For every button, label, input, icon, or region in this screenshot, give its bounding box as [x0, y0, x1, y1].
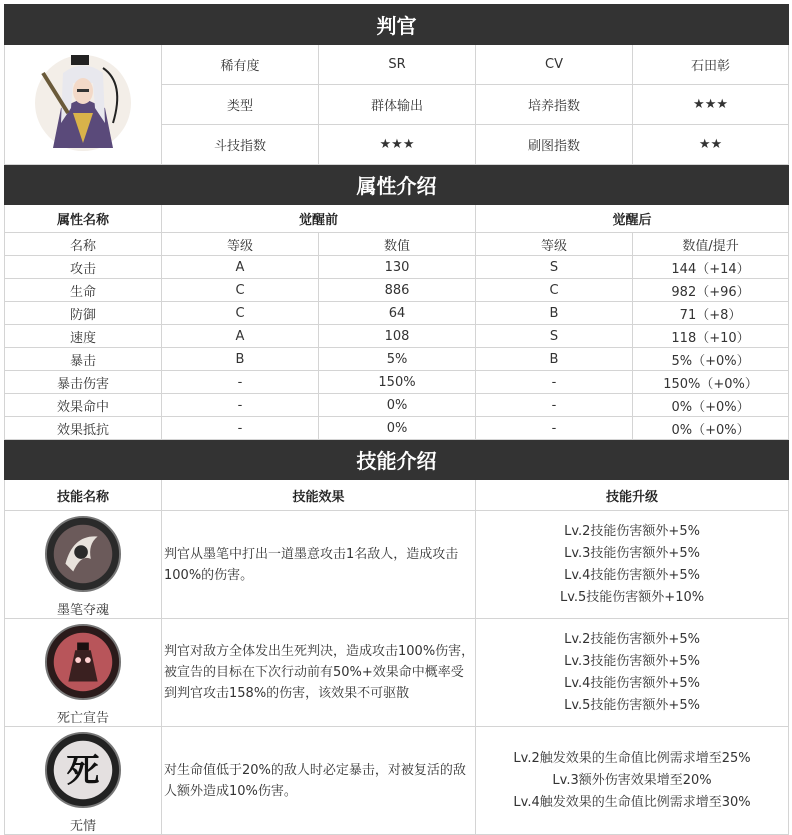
rarity-label: 稀有度: [162, 45, 319, 85]
attr-value-before: 150%: [319, 371, 476, 394]
attr-after-header: 觉醒后: [476, 205, 789, 233]
skill-effect-header: 技能效果: [162, 480, 476, 511]
attr-row: [5, 417, 789, 440]
attr-subhead-value2: 数值/提升: [633, 233, 789, 256]
attr-subhead-grade2: 等级: [476, 233, 633, 256]
skill-upgrades: [476, 619, 789, 727]
skill-upgrades: [476, 727, 789, 835]
attr-value-after: 150%（+0%）: [633, 371, 789, 394]
type-label: 类型: [162, 85, 319, 125]
attr-section-title: 属性介绍: [5, 165, 789, 205]
attr-value-after: 0%（+0%）: [633, 417, 789, 440]
skill-upgrade-line: Lv.3技能伤害额外+5%: [564, 653, 700, 669]
skill-upgrade-line: Lv.4技能伤害额外+5%: [564, 567, 700, 583]
cv-value: 石田彰: [633, 45, 789, 85]
skill-upgrade-line: Lv.3额外伤害效果增至20%: [552, 772, 712, 788]
attr-row: [5, 279, 789, 302]
attr-grade-before: C: [162, 279, 319, 302]
attr-name: 效果命中: [5, 394, 162, 417]
attr-grade-after: B: [476, 348, 633, 371]
shikigami-table: [4, 4, 789, 835]
attr-name: 生命: [5, 279, 162, 302]
attr-grade-before: B: [162, 348, 319, 371]
training-value: ★★★: [633, 85, 789, 125]
attr-value-after: 118（+10）: [633, 325, 789, 348]
attr-grade-before: -: [162, 417, 319, 440]
portrait-cell: [5, 45, 162, 165]
skill-upgrade-line: Lv.3技能伤害额外+5%: [564, 545, 700, 561]
attr-value-after: 5%（+0%）: [633, 348, 789, 371]
attr-row: [5, 348, 789, 371]
skill-effect: 判官对敌方全体发出生死判决，造成攻击100%伤害，被宣告的目标在下次行动前有50%+效果命中概率受到判官攻击158%的伤害，该效果不可驱散: [162, 619, 476, 727]
attr-name: 暴击: [5, 348, 162, 371]
attr-name-header: 属性名称: [5, 205, 162, 233]
attr-value-before: 5%: [319, 348, 476, 371]
skill-upgrade-line: Lv.2技能伤害额外+5%: [564, 523, 700, 539]
attr-row: [5, 325, 789, 348]
skill-name: 墨笔夺魂: [56, 603, 109, 618]
attr-row: [5, 256, 789, 279]
merciless-skill-icon: [44, 731, 122, 809]
attr-grade-after: -: [476, 417, 633, 440]
skill-row: [5, 511, 789, 619]
skill-name-cell: [5, 511, 162, 619]
attr-row: [5, 302, 789, 325]
attr-grade-before: C: [162, 302, 319, 325]
skill-name-cell: [5, 727, 162, 835]
attr-value-after: 144（+14）: [633, 256, 789, 279]
attr-before-header: 觉醒前: [162, 205, 476, 233]
skill-upgrade-line: Lv.4触发效果的生命值比例需求增至30%: [513, 794, 751, 810]
death-verdict-skill-icon: [44, 623, 122, 701]
skill-name-cell: [5, 619, 162, 727]
training-label: 培养指数: [476, 85, 633, 125]
attr-grade-before: A: [162, 325, 319, 348]
attr-name: 攻击: [5, 256, 162, 279]
attr-value-before: 886: [319, 279, 476, 302]
attr-grade-after: -: [476, 394, 633, 417]
attr-name: 防御: [5, 302, 162, 325]
pvp-label: 斗技指数: [162, 125, 319, 165]
attr-value-before: 0%: [319, 394, 476, 417]
skill-upgrade-line: Lv.2技能伤害额外+5%: [564, 631, 700, 647]
skill-section-title: 技能介绍: [5, 440, 789, 480]
skill-upgrade-line: Lv.5技能伤害额外+5%: [564, 697, 700, 713]
attr-subhead-name: 名称: [5, 233, 162, 256]
skill-name: 死亡宣告: [56, 711, 109, 726]
attr-row: [5, 371, 789, 394]
attr-row: [5, 394, 789, 417]
attr-name: 速度: [5, 325, 162, 348]
skill-upgrade-line: Lv.4技能伤害额外+5%: [564, 675, 700, 691]
attr-name: 效果抵抗: [5, 417, 162, 440]
attr-value-after: 0%（+0%）: [633, 394, 789, 417]
attr-subhead-grade: 等级: [162, 233, 319, 256]
attr-value-after: 71（+8）: [633, 302, 789, 325]
attr-value-before: 130: [319, 256, 476, 279]
shikigami-page: [4, 4, 788, 835]
type-value: 群体输出: [319, 85, 476, 125]
farm-value: ★★: [633, 125, 789, 165]
pvp-value: ★★★: [319, 125, 476, 165]
attr-subhead-value: 数值: [319, 233, 476, 256]
attr-value-before: 0%: [319, 417, 476, 440]
rarity-value: SR: [319, 45, 476, 85]
skill-effect: 判官从墨笔中打出一道墨意攻击1名敌人，造成攻击100%的伤害。: [162, 511, 476, 619]
attr-grade-after: C: [476, 279, 633, 302]
attr-grade-before: -: [162, 371, 319, 394]
attr-value-after: 982（+96）: [633, 279, 789, 302]
skill-upgrade-line: Lv.5技能伤害额外+10%: [559, 589, 705, 605]
attr-grade-after: B: [476, 302, 633, 325]
page-title: 判官: [5, 5, 789, 45]
death-glyph: 死: [66, 750, 100, 790]
attr-grade-before: -: [162, 394, 319, 417]
attr-grade-after: S: [476, 256, 633, 279]
attr-value-before: 108: [319, 325, 476, 348]
panguan-portrait: [33, 53, 133, 153]
skill-name-header: 技能名称: [5, 480, 162, 511]
skill-row: [5, 619, 789, 727]
skill-upgrade-header: 技能升级: [476, 480, 789, 511]
attr-grade-after: S: [476, 325, 633, 348]
farm-label: 刷图指数: [476, 125, 633, 165]
attr-name: 暴击伤害: [5, 371, 162, 394]
skill-effect: 对生命值低于20%的敌人时必定暴击，对被复活的敌人额外造成10%伤害。: [162, 727, 476, 835]
cv-label: CV: [476, 45, 633, 85]
skill-upgrade-line: Lv.2触发效果的生命值比例需求增至25%: [513, 750, 751, 766]
attr-value-before: 64: [319, 302, 476, 325]
ink-brush-skill-icon: [44, 515, 122, 593]
skill-upgrades: [476, 511, 789, 619]
attr-grade-after: -: [476, 371, 633, 394]
skill-name: 无情: [69, 819, 96, 834]
skill-row: [5, 727, 789, 835]
attr-grade-before: A: [162, 256, 319, 279]
